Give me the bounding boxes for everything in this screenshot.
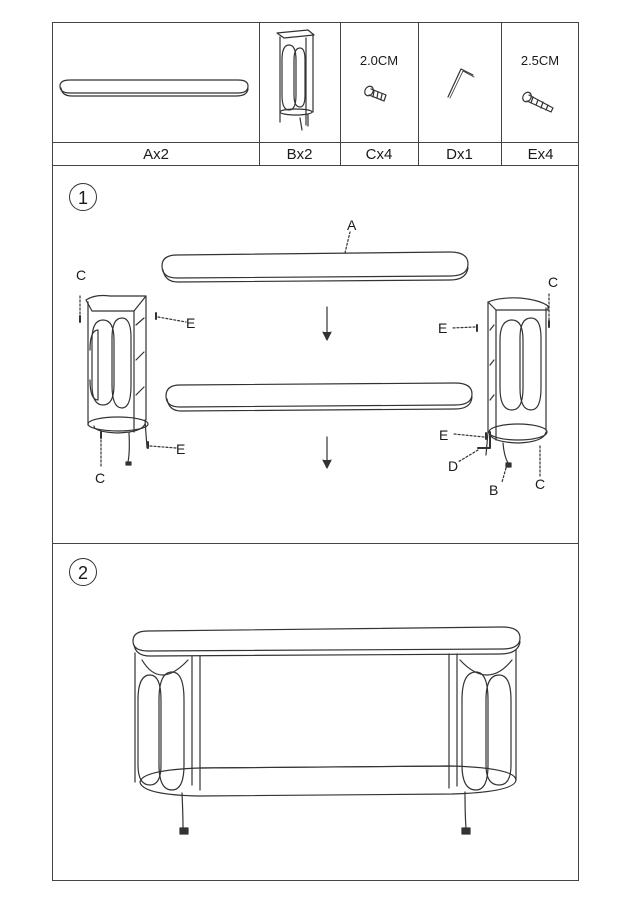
callout-e-right-bottom: E	[439, 427, 449, 443]
part-d-allen-key-icon	[448, 69, 474, 98]
callout-c-left-top: C	[76, 267, 87, 283]
part-d-label: Dx1	[446, 146, 473, 163]
step1-down-arrows	[323, 307, 331, 468]
part-e-size: 2.5CM	[520, 53, 560, 68]
step1-left-frame	[80, 296, 186, 467]
part-a-label: Ax2	[143, 146, 169, 163]
part-c-size: 2.0CM	[359, 53, 399, 68]
step1-right-frame	[452, 294, 549, 482]
step-2-number: 2	[69, 558, 97, 586]
callout-c-left-bottom: C	[95, 470, 106, 486]
callout-b-frame: B	[489, 482, 499, 498]
step-1-number: 1	[69, 183, 97, 211]
callout-c-right-bottom: C	[535, 476, 546, 492]
callout-a-shelf: A	[347, 217, 357, 233]
part-c-screw-icon	[363, 85, 386, 101]
part-b-label: Bx2	[286, 146, 313, 163]
part-e-screw-icon	[521, 91, 553, 112]
step1-top-shelf	[162, 232, 468, 282]
part-a-shelf-icon	[60, 80, 248, 96]
callout-d-allen-key: D	[448, 458, 459, 474]
step2-assembled-table	[133, 627, 520, 834]
callout-e-left-bottom: E	[176, 441, 186, 457]
step1-bottom-shelf	[166, 383, 472, 411]
callout-c-right-top: C	[548, 274, 559, 290]
callout-e-right-top: E	[438, 320, 448, 336]
part-b-frame-icon	[277, 30, 314, 130]
part-e-label: Ex4	[527, 146, 554, 163]
part-c-label: Cx4	[365, 146, 393, 163]
callout-e-left-top: E	[186, 315, 196, 331]
